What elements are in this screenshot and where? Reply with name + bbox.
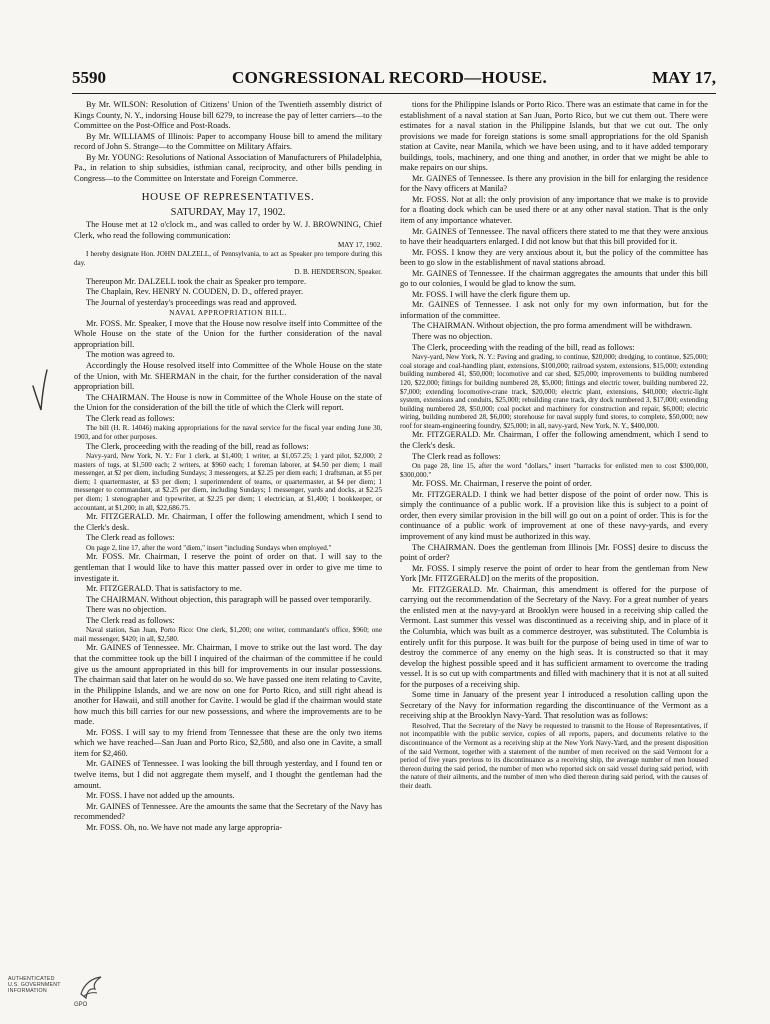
running-header: [72, 64, 716, 94]
paragraph: The Clerk read as follows:: [86, 533, 175, 543]
paragraph: Mr. FITZGERALD. That is satisfactory to me.: [86, 584, 242, 594]
right-text-column: [400, 100, 708, 988]
paragraph: HOUSE OF REPRESENTATIVES.: [141, 191, 315, 204]
paragraph: The Clerk read as follows:: [86, 413, 175, 423]
paragraph: The CHAIRMAN. Without objection, this paragraph will be passed over temporarily.: [86, 594, 372, 604]
paragraph: NAVAL APPROPRIATION BILL.: [169, 308, 287, 318]
paragraph: The Clerk, proceeding with the reading of the bill, read as follows:: [86, 441, 309, 451]
header-date: MAY 17,: [652, 68, 716, 87]
paragraph: The motion was agreed to.: [86, 350, 175, 360]
paragraph: MAY 17, 1902.: [337, 241, 382, 250]
paragraph: The House met at 12 o'clock m., and was called to order by W. J. BROWNING, Chief Clerk, who read the following communication:: [74, 220, 382, 240]
paragraph: The Journal of yesterday's proceedings was read and approved.: [86, 297, 297, 307]
margin-check-mark-icon: [30, 368, 50, 414]
paragraph: By Mr. WILSON: Resolution of Citizens' Union of the Twentieth assembly district of Kings County, N. Y., indorsing House bill 6279, to increase the pay of letter carriers—to the Committee on the Post-Office and Post-Roads.: [74, 100, 382, 131]
paragraph: Navy-yard, New York, N. Y.: For 1 clerk, at $1,400; 1 writer, at $1,057.25; 1 yard pilot, $2,000; 2 masters of tugs, at $1,500 each; 2 writers, at $960 each; 1 foreman laborer, at $4.50 per diem; 1 mail messenger, at $2 per diem, including Sundays; 3 messengers, at $2.25 per diem each; 1 draftsman, at $5 per diem; 1 quartermaster, at $3 per diem; 1 superintendent of teams, or quartermaster, at $4 per diem; 1 messenger to commandant, at $2.25 per diem, including Sundays; 1 messenger, yards and docks, at $2.25 per diem; 1 stenographer and typewriter, at $2.25 per diem; 1 electrician, at $1,400; 1 bookkeeper, or accountant, at $1,200; in all, $22,686.75.: [74, 452, 382, 512]
paragraph: Mr. FOSS. I will say to my friend from Tennessee that these are the only two items which we have reached—San Juan and Porto Rico, $2,580, and also one in Cavite, a small item for $2,460.: [74, 727, 382, 758]
page-number: 5590: [72, 68, 106, 87]
gpo-label: GPO: [74, 1002, 88, 1008]
paragraph: SATURDAY, May 17, 1902.: [170, 207, 286, 219]
paragraph: Mr. FOSS. I know they are very anxious about it, but the policy of the committee has been to go slow in the establishment of naval stations abroad.: [400, 247, 708, 268]
paragraph: Mr. FOSS. Mr. Speaker, I move that the House now resolve itself into Committee of the Whole House on the state of the Union for the further consideration of the naval appropriation bill.: [74, 318, 382, 349]
paragraph: Mr. FOSS. Oh, no. We have not made any large appropria-: [86, 822, 282, 832]
paragraph: The CHAIRMAN. Does the gentleman from Illinois [Mr. FOSS] desire to discuss the point of order?: [400, 542, 708, 563]
paragraph: There was no objection.: [412, 332, 493, 342]
paragraph: Accordingly the House resolved itself into Committee of the Whole House on the state of the Union, with Mr. SHERMAN in the chair, for the further consideration of the naval appropriation bill.: [74, 361, 382, 392]
paragraph: The bill (H. R. 14046) making appropriations for the naval service for the fiscal year ending June 30, 1903, and for other purposes.: [74, 424, 382, 441]
left-text-column: [74, 100, 382, 988]
authentication-line: U.S. GOVERNMENT: [8, 982, 61, 989]
paragraph: The Chaplain, Rev. HENRY N. COUDEN, D. D., offered prayer.: [86, 287, 304, 297]
publication-title: CONGRESSIONAL RECORD—HOUSE.: [232, 68, 548, 87]
paragraph: The Clerk, proceeding with the reading of the bill, read as follows:: [412, 342, 635, 352]
paragraph: By Mr. YOUNG: Resolutions of National Association of Manufacturers of Philadelphia, Pa., in relation to ship subsidies, isthmian canal, reciprocity, and other bills pending in Congress—to the Committee on Interstate and Foreign Commerce.: [74, 152, 382, 183]
paragraph: Mr. FOSS. Mr. Chairman, I reserve the point of order on that. I will say to the gentleman that I would like to have this matter passed over in order to give me time to investigate it.: [74, 552, 382, 583]
paragraph: tions for the Philippine Islands or Porto Rico. There was an estimate that came in for the establishment of a naval station at San Juan, Porto Rico, but we cut them out. There were estimates for a naval station in the Philippine Islands, but that we cut out. The only provisions we made for foreign stations is some small appropriations for the old Spanish station at Cavite, near Manila, which we have been using, and to it have added temporary buildings, tools, machinery, and one thing and another, in order that we might be able to make repairs on our ships.: [400, 100, 708, 173]
paragraph: Mr. FITZGERALD. Mr. Chairman, this amendment is offered for the purpose of carrying out the recommendation of the Secretary of the Navy. For a great number of years the enlisted men at the navy-yard at Brooklyn were housed in a receiving ship called the Vermont. Last summer this vessel was discontinued as a receiving ship, and in place of it the Columbia, which was built as a commerce destroyer, was substituted. The Columbia is entirely unfit for this purpose. It was built for the purpose of being used in time of war to destroy the commerce of any enemy on the high seas. It is constructed so that it may develop the highest possible speed and it has sufficient armament to overcome the trading vessel. It is so cut up with compartments and filled with machinery that it is not at all suited for the purposes of a receiving ship.: [400, 584, 708, 689]
paragraph: The CHAIRMAN. The House is now in Committee of the Whole House on the state of the Union for the consideration of the bill the title of which the Clerk will report.: [74, 392, 382, 413]
paragraph: Naval station, San Juan, Porto Rico: One clerk, $1,200; one writer, commandant's office, $960; one mail messenger, $420; in all, $2,580.: [74, 626, 382, 643]
paragraph: Mr. GAINES of Tennessee. Mr. Chairman, I move to strike out the last word. The day that the committee took up the bill I inquired of the chairman of the committee if he could give us the amount appropriated in this bill for improvements in our insular possessions. The chairman said that later on he would do so. We have passed one item relating to Cavite, in the Philippine Islands, and we are now on one for Porto Rico, and still right ahead is another for Hawaii, and still another for Cavite. I would be glad if the chairman would state how much this bill carries for our new possessions, and where the improvements are to be made.: [74, 643, 382, 727]
paragraph: Mr. FOSS. I simply reserve the point of order to hear from the gentleman from New York [Mr. FITZGERALD] on the merits of the proposition.: [400, 563, 708, 584]
paragraph: Resolved, That the Secretary of the Navy be requested to transmit to the House of Representatives, if not incompatible with the public service, copies of all reports, papers, and documents relative to the discontinuance of the Vermont as a receiving ship at the New York Navy-Yard, and the present disposition of the said Vermont, together with a statement of the number of men received on the said Vermont for a period of five years previous to its discontinuance as a receiving ship, the average number of men housed thereon during the said period, the number of men who reported sick on said vessel during said period, with the nature of their ailments, and the number of men who died thereon during said period, with the causes of their death.: [400, 721, 708, 791]
paragraph: Mr. FOSS. Mr. Chairman, I reserve the point of order.: [412, 479, 592, 489]
paragraph: Navy-yard, New York, N. Y.: Paving and grading, to continue, $20,000; dredging, to continue, $25,000; coal storage and coal-handling plant, extensions, $100,000; railroad system, extensions, $15,000; extending building numbered 41, $50,000; locomotive and car shed, $25,000; improvements to building numbered 120, $22,000; fittings for building numbered 28, $5,000; fittings and electric tower, building numbered 22, $7,000; extending locomotive-crane track, $20,000; electric plant, extensions, $40,000; electric-light system, extensions and conduits, $25,000; rebuilding crane track, dry dock numbered 3, $17,000; extending building numbered 28, $50,000; coal pocket and machinery for construction and repair, $6,000; electric wiring, building numbered 28, $6,000; storehouse for naval supply fund stores, to complete, $50,000; new roof for steam-engineering foundry, $25,000; in all, navy-yard, New York, N. Y., $400,000.: [400, 353, 708, 430]
authentication-line: AUTHENTICATED: [8, 976, 55, 982]
paragraph: Mr. GAINES of Tennessee. If the chairman aggregates the amounts that under this bill go to our colonies, I would be glad to know the sum.: [400, 268, 708, 289]
paragraph: Mr. FOSS. I have not added up the amounts.: [86, 791, 235, 801]
gpo-authentication-badge: [8, 976, 128, 1020]
paragraph: The Clerk read as follows:: [86, 615, 175, 625]
paragraph: Mr. FITZGERALD. Mr. Chairman, I offer the following amendment, which I send to the Clerk's desk.: [74, 512, 382, 532]
paragraph: On page 28, line 15, after the word "dollars," insert "barracks for enlisted men to cost $300,000, $300,000.": [400, 462, 708, 479]
paragraph: D. B. HENDERSON, Speaker.: [294, 267, 382, 276]
header-rule: [72, 93, 716, 94]
paragraph: Mr. FITZGERALD. Mr. Chairman, I offer the following amendment, which I send to the Clerk's desk.: [400, 430, 708, 451]
paragraph: Mr. FOSS. I will have the clerk figure them up.: [412, 289, 571, 299]
paragraph: Thereupon Mr. DALZELL took the chair as Speaker pro tempore.: [86, 276, 307, 286]
authentication-text: [8, 976, 61, 995]
paragraph: Mr. GAINES of Tennessee. I ask not only for my own information, but for the information of the committee.: [400, 300, 708, 320]
gpo-eagle-seal-icon: [78, 974, 104, 1002]
authentication-line: INFORMATION: [8, 988, 47, 995]
paragraph: Mr. GAINES of Tennessee. The naval officers there stated to me that they were anxious to have their headquarters enlarged. I did not know but that this bill provided for it.: [400, 226, 708, 247]
paragraph: Mr. FITZGERALD. I think we had better dispose of the point of order now. This is simply the continuance of a public work. If a provision like this is subject to a point of order, then every similar provision in the bill will go out on a point of order. This is for the continuance of a public work of improvement at one of these navy-yards, and every improvement of any kind must be authorized in this way.: [400, 489, 708, 542]
paragraph: On page 2, line 17, after the word "diem," insert "including Sundays when employed.": [86, 543, 332, 552]
paragraph: By Mr. WILLIAMS of Illinois: Paper to accompany House bill to amend the military record of John S. Strange—to the Committee on Military Affairs.: [74, 131, 382, 152]
paragraph: The CHAIRMAN. Without objection, the pro forma amendment will be withdrawn.: [412, 321, 693, 331]
paragraph: Mr. FOSS. Not at all: the only provision of any importance that we make is to provide for a floating dock which can be used there or at any other naval station. That is the only item of any importance whatever.: [400, 194, 708, 226]
paragraph: Mr. GAINES of Tennessee. I was looking the bill through yesterday, and I found ten or twelve items, but I did not aggregate them myself, and I thought the gentleman had the amount.: [74, 759, 382, 790]
paragraph: Mr. GAINES of Tennessee. Are the amounts the same that the Secretary of the Navy has recommended?: [74, 801, 382, 822]
paragraph: Some time in January of the present year I introduced a resolution calling upon the Secretary of the Navy for information regarding the discontinuance of the Vermont as a receiving ship at the Brooklyn Navy-Yard. That resolution was as follows:: [400, 690, 708, 721]
paragraph: Mr. GAINES of Tennessee. Is there any provision in the bill for enlarging the residence for the Navy officers at Manila?: [400, 173, 708, 194]
paragraph: There was no objection.: [86, 605, 167, 615]
paragraph: The Clerk read as follows:: [412, 451, 501, 461]
paragraph: I hereby designate Hon. JOHN DALZELL, of Pennsylvania, to act as Speaker pro tempore during this day.: [74, 250, 382, 268]
